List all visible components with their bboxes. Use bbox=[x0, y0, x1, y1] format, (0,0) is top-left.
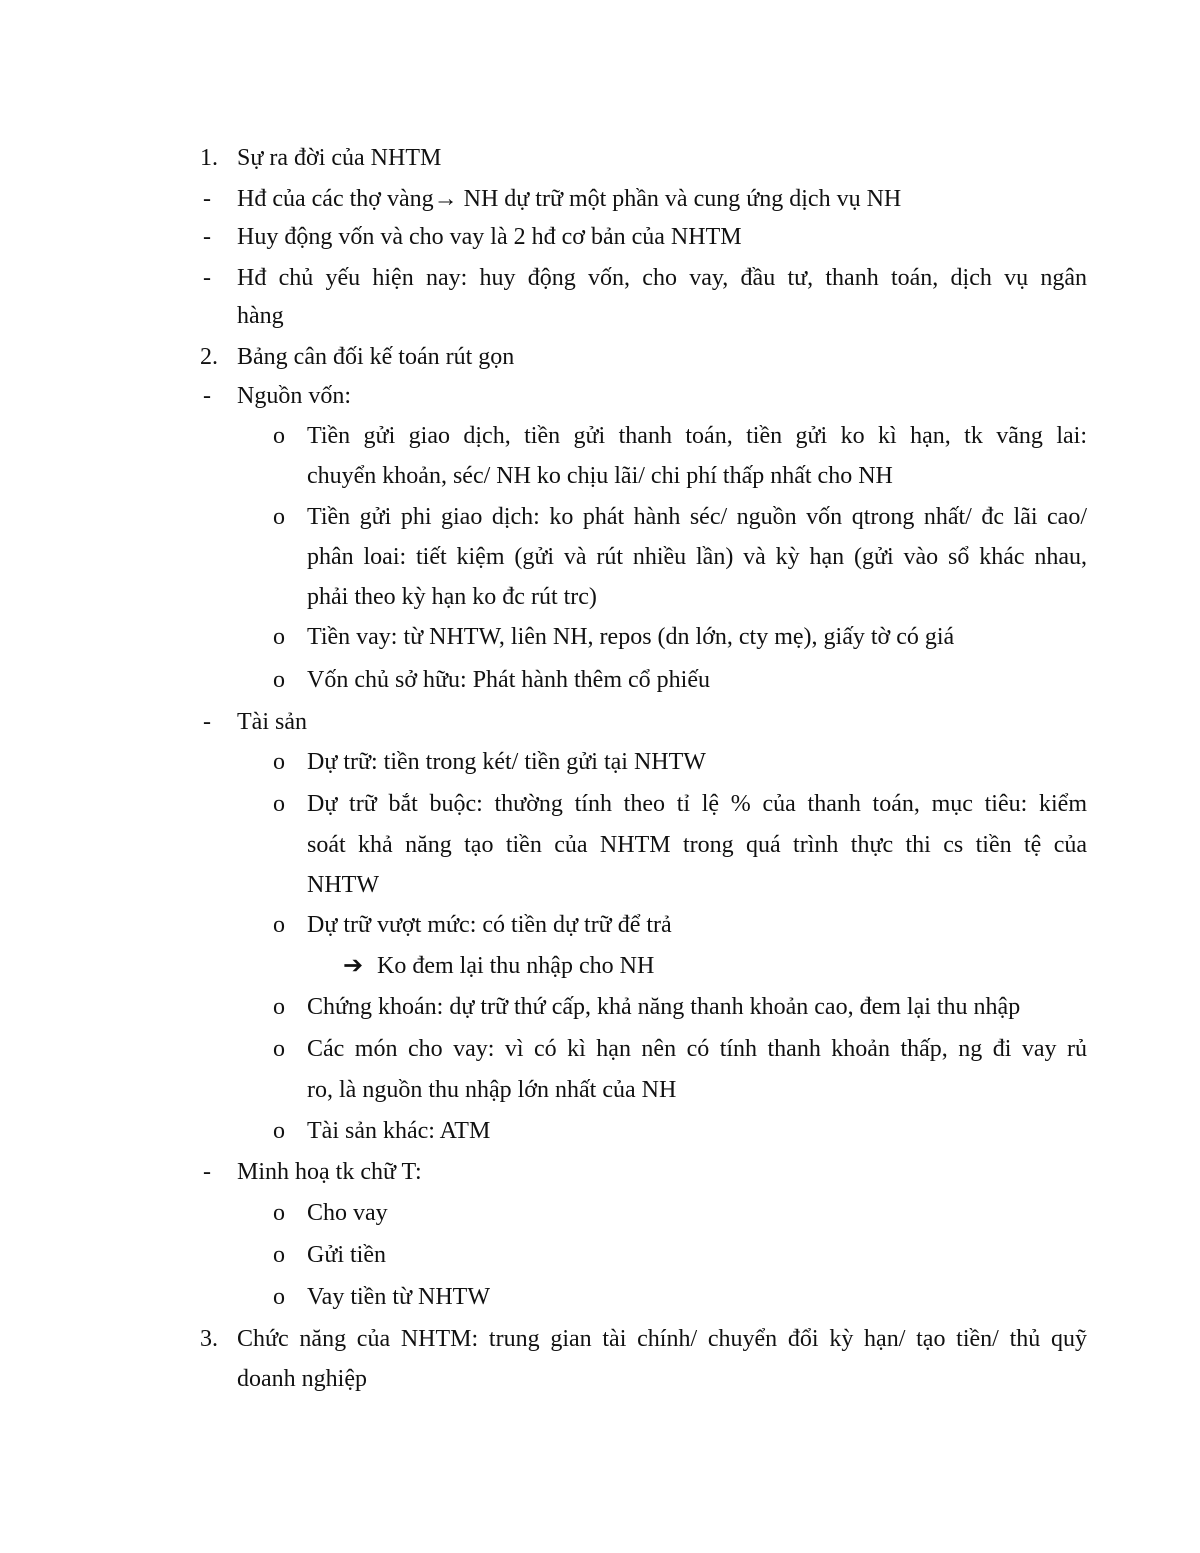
list-item-text-continued: chuyển khoản, séc/ NH ko chịu lãi/ chi phí thấp nhất cho NH bbox=[307, 463, 893, 489]
circle-marker: o bbox=[273, 994, 285, 1020]
subheading-nguon-von: Nguồn vốn: bbox=[237, 383, 351, 409]
dash-marker: - bbox=[203, 186, 211, 212]
list-item-text: Dự trữ vượt mức: có tiền dự trữ để trả bbox=[307, 912, 672, 938]
list-item-text: Tiền vay: từ NHTW, liên NH, repos (dn lớn, cty mẹ), giấy tờ có giá bbox=[307, 624, 955, 650]
list-item-text: Cho vay bbox=[307, 1200, 388, 1226]
dash-marker: - bbox=[203, 224, 211, 250]
circle-marker: o bbox=[273, 423, 285, 449]
list-number: 3. bbox=[200, 1326, 218, 1352]
section-heading: Sự ra đời của NHTM bbox=[237, 145, 442, 171]
circle-marker: o bbox=[273, 624, 285, 650]
circle-marker: o bbox=[273, 504, 285, 530]
circle-marker: o bbox=[273, 667, 285, 693]
list-item-text-continued: soát khả năng tạo tiền của NHTM trong quá trình thực thi cs tiền tệ của bbox=[307, 832, 1087, 858]
list-item-text: Tiền gửi giao dịch, tiền gửi thanh toán, tiền gửi ko kì hạn, tk vãng lai: bbox=[307, 423, 1087, 449]
bullet-text-continued: hàng bbox=[237, 303, 284, 329]
circle-marker: o bbox=[273, 1118, 285, 1144]
circle-marker: o bbox=[273, 1200, 285, 1226]
list-number: 2. bbox=[200, 344, 218, 370]
section-heading: Bảng cân đối kế toán rút gọn bbox=[237, 344, 515, 370]
circle-marker: o bbox=[273, 1284, 285, 1310]
circle-marker: o bbox=[273, 749, 285, 775]
circle-marker: o bbox=[273, 1242, 285, 1268]
list-item-text-continued: ro, là nguồn thu nhập lớn nhất của NH bbox=[307, 1077, 677, 1103]
list-item-text: Vốn chủ sở hữu: Phát hành thêm cổ phiếu bbox=[307, 667, 710, 693]
dash-marker: - bbox=[203, 265, 211, 291]
list-item-text: Chứng khoán: dự trữ thứ cấp, khả năng thanh khoản cao, đem lại thu nhập bbox=[307, 994, 1021, 1020]
arrow-icon: ➔ bbox=[343, 953, 364, 979]
list-item-text-continued: phân loai: tiết kiệm (gửi và rút nhiều lần) và kỳ hạn (gửi vào sổ khác nhau, bbox=[307, 544, 1087, 570]
list-item-text: Dự trữ: tiền trong két/ tiền gửi tại NHTW bbox=[307, 749, 706, 775]
bullet-text: Huy động vốn và cho vay là 2 hđ cơ bản của NHTM bbox=[237, 224, 742, 250]
bullet-text: Hđ của các thợ vàng→ NH dự trữ một phần và cung ứng dịch vụ NH bbox=[237, 186, 902, 212]
list-item-text: Gửi tiền bbox=[307, 1242, 386, 1268]
list-item-text-continued: NHTW bbox=[307, 872, 379, 898]
circle-marker: o bbox=[273, 1036, 285, 1062]
list-item-text: Tiền gửi phi giao dịch: ko phát hành séc/ nguồn vốn qtrong nhất/ đc lãi cao/ bbox=[307, 504, 1087, 530]
bullet-text: Hđ chủ yếu hiện nay: huy động vốn, cho vay, đầu tư, thanh toán, dịch vụ ngân bbox=[237, 265, 1087, 291]
list-number: 1. bbox=[200, 145, 218, 171]
list-item-text: Các món cho vay: vì có kì hạn nên có tính thanh khoản thấp, ng đi vay rủ bbox=[307, 1036, 1087, 1062]
arrow-item-text: Ko đem lại thu nhập cho NH bbox=[377, 953, 655, 979]
section-heading: Chức năng của NHTM: trung gian tài chính/ chuyển đổi kỳ hạn/ tạo tiền/ thủ quỹ bbox=[237, 1326, 1087, 1352]
subheading-minh-hoa: Minh hoạ tk chữ T: bbox=[237, 1159, 422, 1185]
list-item-text: Dự trữ bắt buộc: thường tính theo tỉ lệ % của thanh toán, mục tiêu: kiểm bbox=[307, 791, 1087, 817]
dash-marker: - bbox=[203, 709, 211, 735]
dash-marker: - bbox=[203, 1159, 211, 1185]
list-item-text-continued: phải theo kỳ hạn ko đc rút trc) bbox=[307, 584, 597, 610]
section-heading-continued: doanh nghiệp bbox=[237, 1366, 367, 1392]
circle-marker: o bbox=[273, 912, 285, 938]
subheading-tai-san: Tài sản bbox=[237, 709, 307, 735]
list-item-text: Tài sản khác: ATM bbox=[307, 1118, 491, 1144]
dash-marker: - bbox=[203, 383, 211, 409]
list-item-text: Vay tiền từ NHTW bbox=[307, 1284, 490, 1310]
circle-marker: o bbox=[273, 791, 285, 817]
